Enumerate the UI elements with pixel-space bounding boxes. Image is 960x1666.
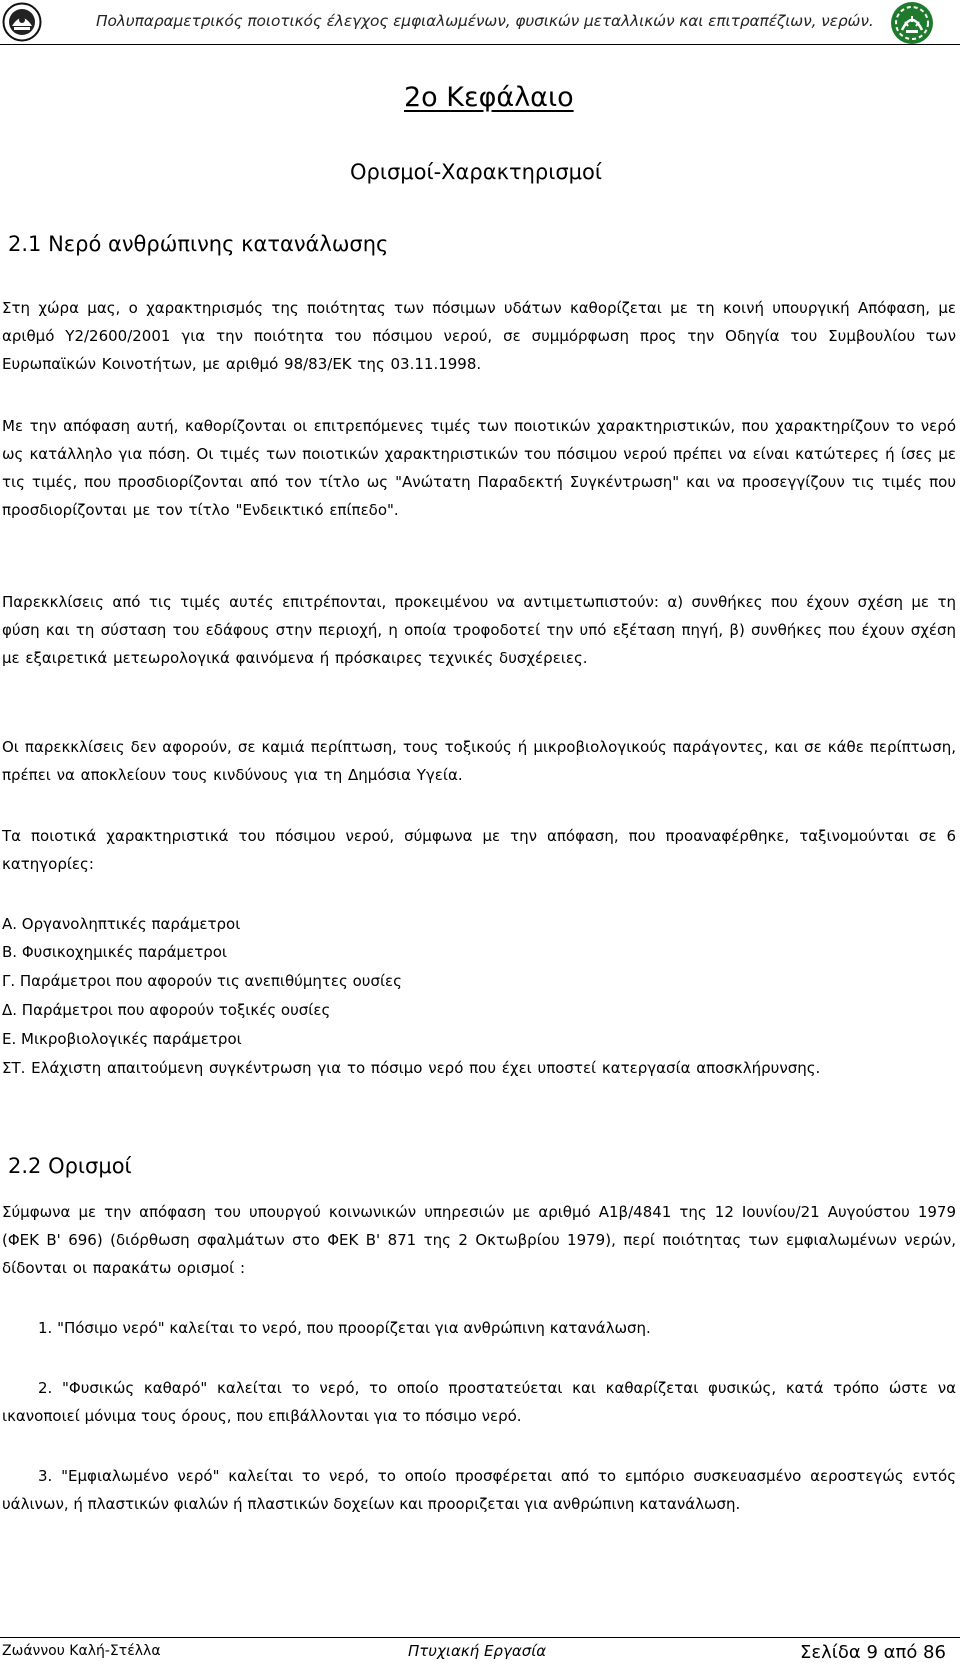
- university-seal-icon: [2, 2, 42, 42]
- definition-item: 2. "Φυσικώς καθαρό" καλείται το νερό, το οποίο προστατεύεται και καθαρίζεται φυσικώς, κατά τρόπο ώστε να ικανοποιεί μόνιμα τους όρους, που επιβάλλονται για το πόσιμο νερό.: [2, 1379, 956, 1425]
- definitions-intro: Σύμφωνα με την απόφαση του υπουργού κοινωνικών υπηρεσιών με αριθμό Α1β/4841 της 12 Ιουνίου/21 Αυγούστου 1979 (ΦΕΚ Β' 696) (διόρθωση σφαλμάτων στο ΦΕΚ Β' 871 της 2 Οκτωβρίου 1979), περί ποιότητας των εμφιαλωμένων νερών, δίδονται οι παρακάτω ορισμοί :: [2, 1203, 956, 1277]
- paragraph-2: Με την απόφαση αυτή, καθορίζονται οι επιτρεπόμενες τιμές των ποιοτικών χαρακτηριστικών, που χαρακτηρίζουν το νερό ως κατάλληλο για πόση. Οι τιμές των ποιοτικών χαρακτηριστικών του πόσιμου νερού πρέπει να είναι κατώτερες ή ίσες με τις τιμές, που προσδιορίζονται από τον τίτλο ως "Ανώτατη Παραδεκτή Συγκέντρωση" και να προσεγγίζουν τις τιμές που προσδιορίζονται με τον τίτλο "Ενδεικτικό επίπεδο".: [2, 417, 956, 519]
- footer-page-number: Σελίδα 9 από 86: [800, 1642, 946, 1663]
- footer-author: Ζωάννου Καλή-Στέλλα: [2, 1643, 161, 1659]
- section-2-1-heading: 2.1 Νερό ανθρώπινης κατανάλωσης: [8, 232, 389, 256]
- definition-item: 3. "Εμφιαλωμένο νερό" καλείται το νερό, το οποίο προσφέρεται από το εμπόριο συσκευασμένο αεροστεγώς εντός υάλινων, ή πλαστικών φιαλών ή πλαστικών δοχείων και προοριζεται για ανθρώπινη κατανάλωση.: [2, 1467, 956, 1513]
- category-list-item: Δ. Παράμετροι που αφορούν τοξικές ουσίες: [2, 1001, 331, 1019]
- category-list-item: Ε. Μικροβιολογικές παράμετροι: [2, 1030, 242, 1048]
- section-2-2-heading: 2.2 Ορισμοί: [8, 1154, 132, 1178]
- chapter-subtitle: Ορισμοί-Χαρακτηρισμοί: [350, 160, 602, 184]
- document-running-title: Πολυπαραμετρικός ποιοτικός έλεγχος εμφιαλωμένων, φυσικών μεταλλικών και επιτραπέζιων, νερών.: [96, 12, 874, 30]
- footer-document-type: Πτυχιακή Εργασία: [408, 1642, 547, 1660]
- category-list-item: Β. Φυσικοχημικές παράμετροι: [2, 943, 228, 961]
- paragraph-5: Τα ποιοτικά χαρακτηριστικά του πόσιμου νερού, σύμφωνα με την απόφαση, που προαναφέρθηκε, ταξινομούνται σε 6 κατηγορίες:: [2, 827, 956, 873]
- category-list-item: Γ. Παράμετροι που αφορούν τις ανεπιθύμητες ουσίες: [2, 972, 402, 990]
- chapter-title: 2ο Κεφάλαιο: [404, 82, 574, 113]
- category-list-item: Α. Οργανοληπτικές παράμετροι: [2, 915, 241, 933]
- laurel-emblem-icon: [888, 0, 936, 46]
- page-footer: [0, 1637, 960, 1666]
- definition-item: 1. "Πόσιμο νερό" καλείται το νερό, που προορίζεται για ανθρώπινη κατανάλωση.: [38, 1319, 651, 1337]
- page-header: [0, 0, 960, 45]
- paragraph-4: Οι παρεκκλίσεις δεν αφορούν, σε καμιά περίπτωση, τους τοξικούς ή μικροβιολογικούς παράγοντες, και σε κάθε περίπτωση, πρέπει να αποκλείουν τους κινδύνους για τη Δημόσια Υγεία.: [2, 738, 956, 784]
- paragraph-3: Παρεκκλίσεις από τις τιμές αυτές επιτρέπονται, προκειμένου να αντιμετωπιστούν: α) συνθήκες που έχουν σχέση με τη φύση και τη σύσταση του εδάφους στην περιοχή, η οποία τροφοδοτεί την υπό εξέταση πηγή, β) συνθήκες που έχουν σχέση με εξαιρετικά μετεωρολογικά φαινόμενα ή πρόσκαιρες τεχνικές δυσχέρειες.: [2, 593, 956, 667]
- paragraph-1: Στη χώρα μας, ο χαρακτηρισμός της ποιότητας των πόσιμων υδάτων καθορίζεται με τη κοινή υπουργική Απόφαση, με αριθμό Υ2/2600/2001 για την ποιότητα του πόσιμου νερού, σε συμμόρφωση προς την Οδηγία του Συμβουλίου των Ευρωπαϊκών Κοινοτήτων, με αριθμό 98/83/ΕΚ της 03.11.1998.: [2, 299, 956, 373]
- category-list-item: ΣΤ. Ελάχιστη απαιτούμενη συγκέντρωση για το πόσιμο νερό που έχει υποστεί κατεργασία αποσκλήρυνσης.: [2, 1059, 821, 1077]
